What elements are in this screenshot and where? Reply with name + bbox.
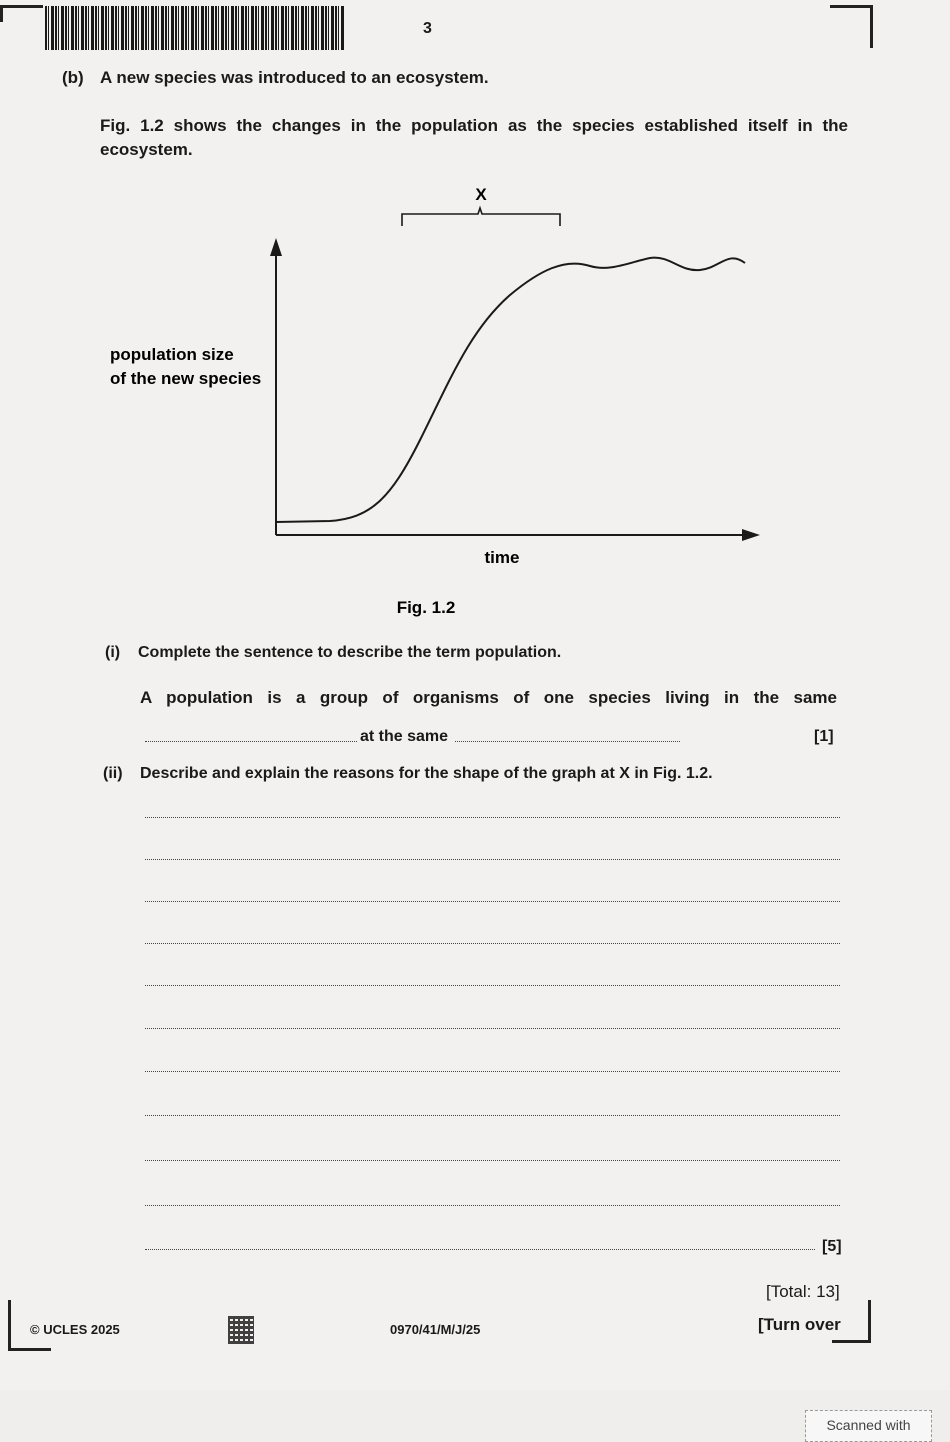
answer-line[interactable] [145, 1115, 840, 1116]
question-ii-label: (ii) [103, 765, 123, 782]
answer-line[interactable] [145, 1071, 840, 1072]
answer-line[interactable] [145, 1205, 840, 1206]
answer-line[interactable] [145, 985, 840, 986]
x-marker-label: X [475, 185, 487, 204]
part-b-label: (b) [62, 68, 84, 87]
page-number: 3 [423, 20, 432, 37]
y-axis-arrow [270, 238, 282, 256]
paper-code: 0970/41/M/J/25 [390, 1322, 481, 1337]
y-axis-label-line-2: of the new species [110, 369, 262, 388]
answer-blank-2[interactable] [455, 741, 680, 742]
answer-line[interactable] [145, 1028, 840, 1029]
question-i-marks: [1] [814, 728, 834, 745]
figure-description-line-2: ecosystem. [100, 140, 193, 159]
answer-line[interactable] [145, 1160, 840, 1161]
copyright: © UCLES 2025 [30, 1322, 120, 1337]
answer-line[interactable] [145, 901, 840, 902]
scanner-badge: Scanned with [805, 1410, 932, 1442]
turn-over: [Turn over [758, 1315, 841, 1334]
population-graph [0, 0, 950, 640]
bracket-x [402, 208, 560, 226]
figure-description-line-1: Fig. 1.2 shows the changes in the population as the species established itself in the [100, 116, 848, 135]
question-i-prompt: Complete the sentence to describe the term population. [138, 644, 562, 661]
x-axis-arrow [742, 529, 760, 541]
blank-connector-text: at the same [360, 728, 449, 745]
answer-line[interactable] [145, 1249, 815, 1250]
answer-line[interactable] [145, 943, 840, 944]
question-ii-marks: [5] [822, 1238, 842, 1255]
x-axis-label: time [484, 548, 520, 567]
population-sentence: A population is a group of organisms of one species living in the same [140, 688, 837, 707]
figure-caption: Fig. 1.2 [396, 598, 456, 617]
question-ii-prompt: Describe and explain the reasons for the shape of the graph at X in Fig. 1.2. [140, 765, 713, 782]
population-curve [276, 258, 745, 522]
answer-line[interactable] [145, 859, 840, 860]
answer-blank-1[interactable] [145, 741, 357, 742]
question-i-label: (i) [105, 644, 121, 661]
qr-code [228, 1316, 254, 1344]
y-axis-label-line-1: population size [110, 345, 234, 364]
answer-line[interactable] [145, 817, 840, 818]
part-b-intro: A new species was introduced to an ecosystem. [100, 68, 489, 87]
total-marks: [Total: 13] [766, 1282, 840, 1301]
